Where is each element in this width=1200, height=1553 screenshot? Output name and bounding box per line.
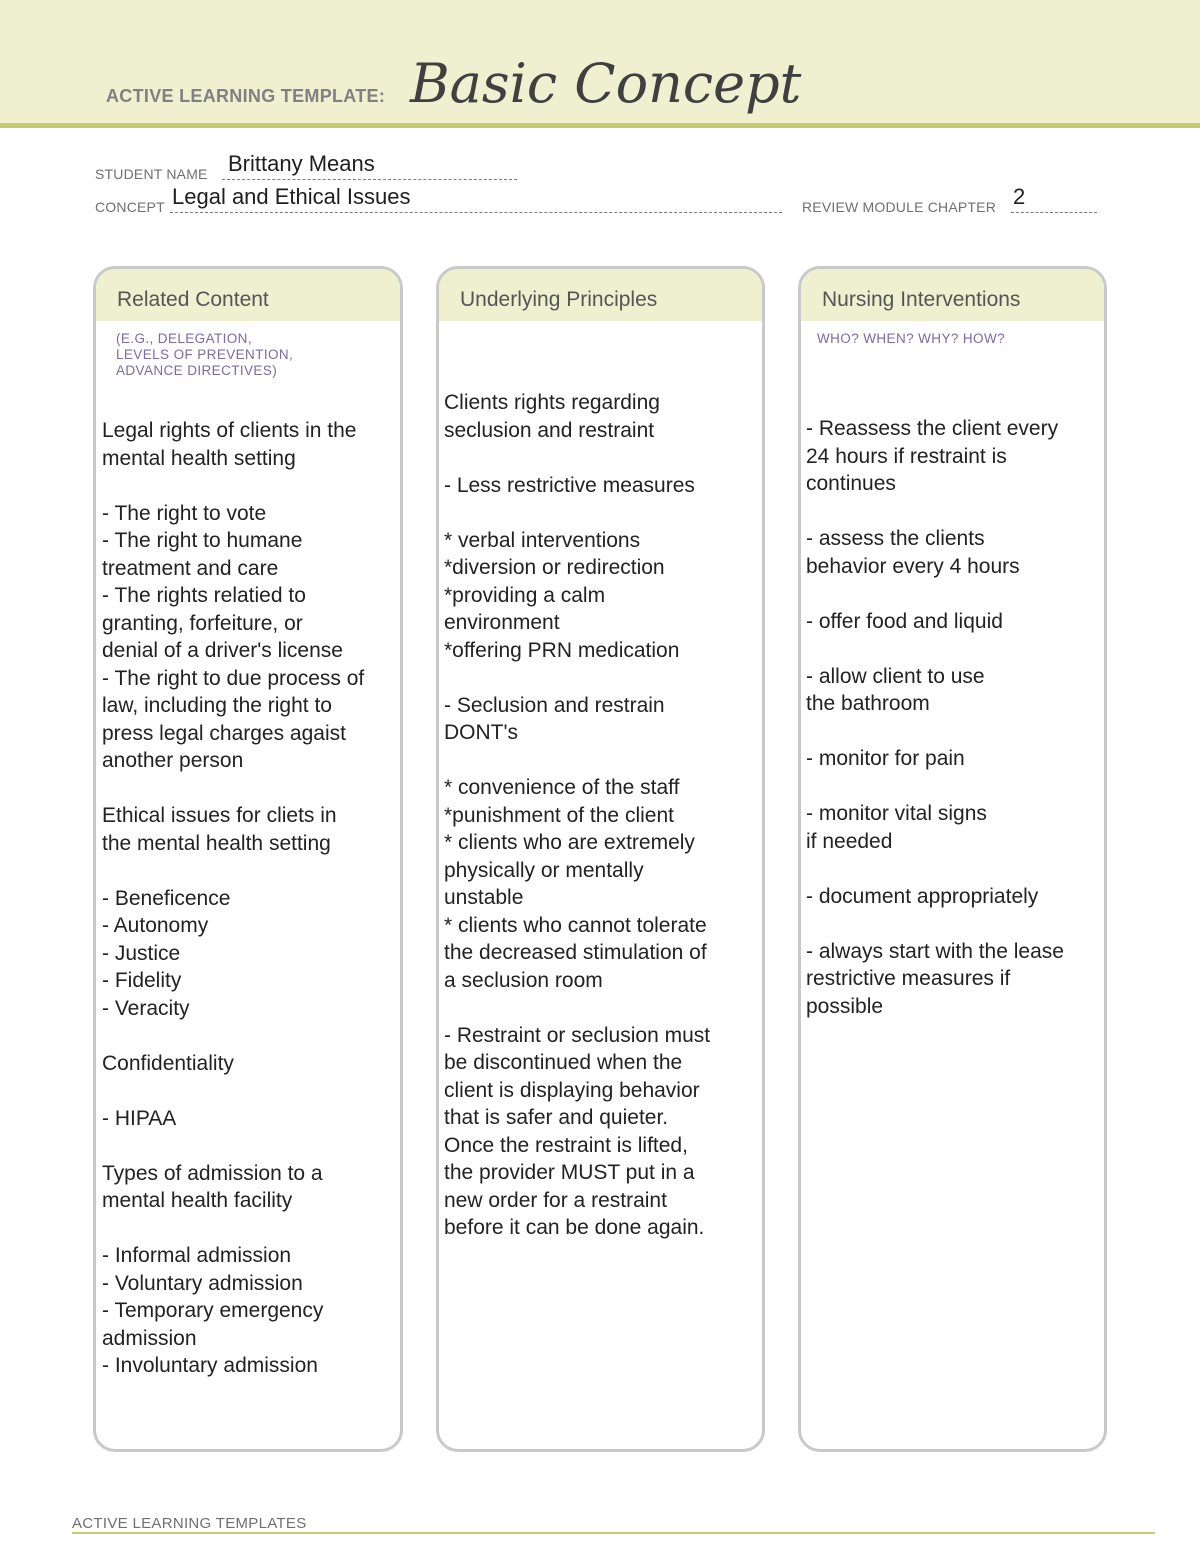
text-line: Once the restraint is lifted, (444, 1133, 688, 1157)
text-line: mental health facility (102, 1189, 293, 1212)
text-line: *punishment of the client (444, 803, 674, 827)
text-line: physically or mentally (444, 858, 644, 882)
chapter-underline (1011, 212, 1097, 213)
text-line: continues (806, 472, 896, 495)
text-line: - Veracity (102, 996, 190, 1020)
text-line: admission (102, 1326, 197, 1350)
text-line: Legal rights of clients in the (102, 419, 357, 442)
text-line: - The right to due process of (102, 666, 365, 690)
text-line: Types of admission to a (102, 1161, 323, 1185)
concept-label: CONCEPT (95, 199, 165, 215)
text-line: - allow client to use (806, 664, 985, 688)
text-line: DONT's (444, 721, 519, 744)
text-line: denial of a driver's license (102, 639, 343, 662)
nursing-interventions-hint-line: WHO? WHEN? WHY? HOW? (817, 331, 1006, 346)
text-line (102, 1132, 364, 1160)
text-line: - document appropriately (806, 884, 1039, 908)
text-line: *diversion or redirection (444, 556, 665, 579)
text-line: - Involuntary admission (102, 1354, 318, 1377)
text-line: - Fidelity (102, 969, 182, 992)
text-line: - The right to vote (102, 501, 267, 525)
text-line: the bathroom (806, 692, 930, 715)
underlying-principles-title: Underlying Principles (439, 269, 762, 321)
student-name-underline (222, 179, 517, 180)
concept-field[interactable]: Legal and Ethical Issues (172, 184, 411, 209)
text-line (806, 635, 1064, 663)
text-line: - Informal admission (102, 1244, 292, 1267)
nursing-interventions-text[interactable] (806, 415, 1064, 1020)
text-line (102, 472, 364, 500)
text-line (444, 747, 710, 775)
text-line: another person (102, 749, 244, 772)
text-line: - Less restrictive measures (444, 473, 695, 497)
text-line (444, 664, 710, 692)
text-line: Clients rights regarding (444, 391, 660, 414)
nursing-interventions-panel (798, 266, 1107, 1452)
text-line: seclusion and restraint (444, 418, 655, 442)
footer-label: ACTIVE LEARNING TEMPLATES (72, 1515, 307, 1532)
text-line: the provider MUST put in a (444, 1161, 695, 1184)
text-line: Ethical issues for cliets in (102, 804, 337, 827)
student-name-field[interactable]: Brittany Means (228, 151, 375, 176)
related-content-hint-line: ADVANCE DIRECTIVES) (116, 363, 278, 378)
text-line: be discontinued when the (444, 1051, 683, 1074)
text-line: restrictive measures if (806, 967, 1011, 990)
text-line: client is displaying behavior (444, 1078, 700, 1102)
text-line: - Voluntary admission (102, 1271, 303, 1295)
underlying-principles-panel (436, 266, 765, 1452)
text-line: - Autonomy (102, 914, 209, 937)
text-line: - HIPAA (102, 1106, 177, 1130)
text-line (102, 775, 364, 803)
text-line: a seclusion room (444, 968, 603, 992)
text-line (806, 855, 1064, 883)
text-line: - always start with the lease (806, 939, 1064, 963)
nursing-interventions-hint (817, 331, 1005, 347)
text-line: *offering PRN medication (444, 638, 680, 662)
text-line: 24 hours if restraint is (806, 444, 1007, 468)
text-line: treatment and care (102, 556, 279, 580)
text-line: * clients who cannot tolerate (444, 913, 707, 937)
related-content-hint-line: LEVELS OF PREVENTION, (116, 347, 294, 362)
footer-divider (72, 1532, 1155, 1534)
concept-underline (170, 212, 782, 213)
text-line: that is safer and quieter. (444, 1106, 669, 1129)
text-line: the mental health setting (102, 831, 331, 855)
text-line: behavior every 4 hours (806, 554, 1020, 578)
text-line: * verbal interventions (444, 528, 641, 552)
text-line: - offer food and liquid (806, 609, 1003, 633)
text-line: if needed (806, 829, 893, 853)
related-content-panel (93, 266, 403, 1452)
text-line (806, 910, 1064, 938)
text-line: the decreased stimulation of (444, 941, 707, 964)
text-line: mental health setting (102, 446, 296, 470)
text-line: possible (806, 994, 884, 1018)
text-line: - Restraint or seclusion must (444, 1023, 711, 1047)
related-content-hint (116, 331, 293, 379)
text-line: * clients who are extremely (444, 831, 695, 854)
text-line: - Reassess the client every (806, 417, 1059, 440)
text-line (806, 718, 1064, 746)
text-line: * convenience of the staff (444, 776, 680, 799)
chapter-label: REVIEW MODULE CHAPTER (802, 199, 996, 215)
nursing-interventions-title: Nursing Interventions (801, 269, 1104, 321)
chapter-field[interactable]: 2 (1013, 184, 1026, 209)
related-content-text[interactable] (102, 417, 364, 1380)
related-content-title: Related Content (96, 269, 400, 321)
text-line: granting, forfeiture, or (102, 611, 303, 635)
text-line (444, 444, 710, 472)
text-line: - The right to humane (102, 529, 303, 552)
text-line: - monitor for pain (806, 747, 965, 770)
text-line (102, 1022, 364, 1050)
text-line: - assess the clients (806, 527, 985, 550)
text-line (102, 857, 364, 885)
template-label: ACTIVE LEARNING TEMPLATE: (106, 86, 386, 106)
text-line (102, 1077, 364, 1105)
text-line (102, 1215, 364, 1243)
text-line (444, 994, 710, 1022)
text-line: new order for a restraint (444, 1188, 667, 1212)
text-line: press legal charges agaist (102, 721, 346, 745)
underlying-principles-text[interactable] (444, 389, 710, 1242)
student-name-label: STUDENT NAME (95, 166, 208, 182)
text-line (806, 773, 1064, 801)
text-line: - The rights relatied to (102, 584, 306, 607)
text-line: environment (444, 611, 560, 634)
text-line (806, 580, 1064, 608)
text-line: unstable (444, 886, 524, 909)
text-line: before it can be done again. (444, 1216, 705, 1239)
text-line: - Justice (102, 941, 181, 965)
text-line: - Temporary emergency (102, 1299, 324, 1322)
text-line: - Beneficence (102, 886, 231, 910)
related-content-hint-line: (E.G., DELEGATION, (116, 331, 252, 346)
text-line: *providing a calm (444, 583, 606, 607)
text-line: - Seclusion and restrain (444, 693, 665, 717)
template-title: Basic Concept (410, 52, 802, 115)
text-line (806, 498, 1064, 526)
text-line: - monitor vital signs (806, 802, 987, 825)
text-line: law, including the right to (102, 694, 332, 717)
header-divider (0, 123, 1200, 128)
text-line: Confidentiality (102, 1051, 234, 1075)
text-line (444, 499, 710, 527)
